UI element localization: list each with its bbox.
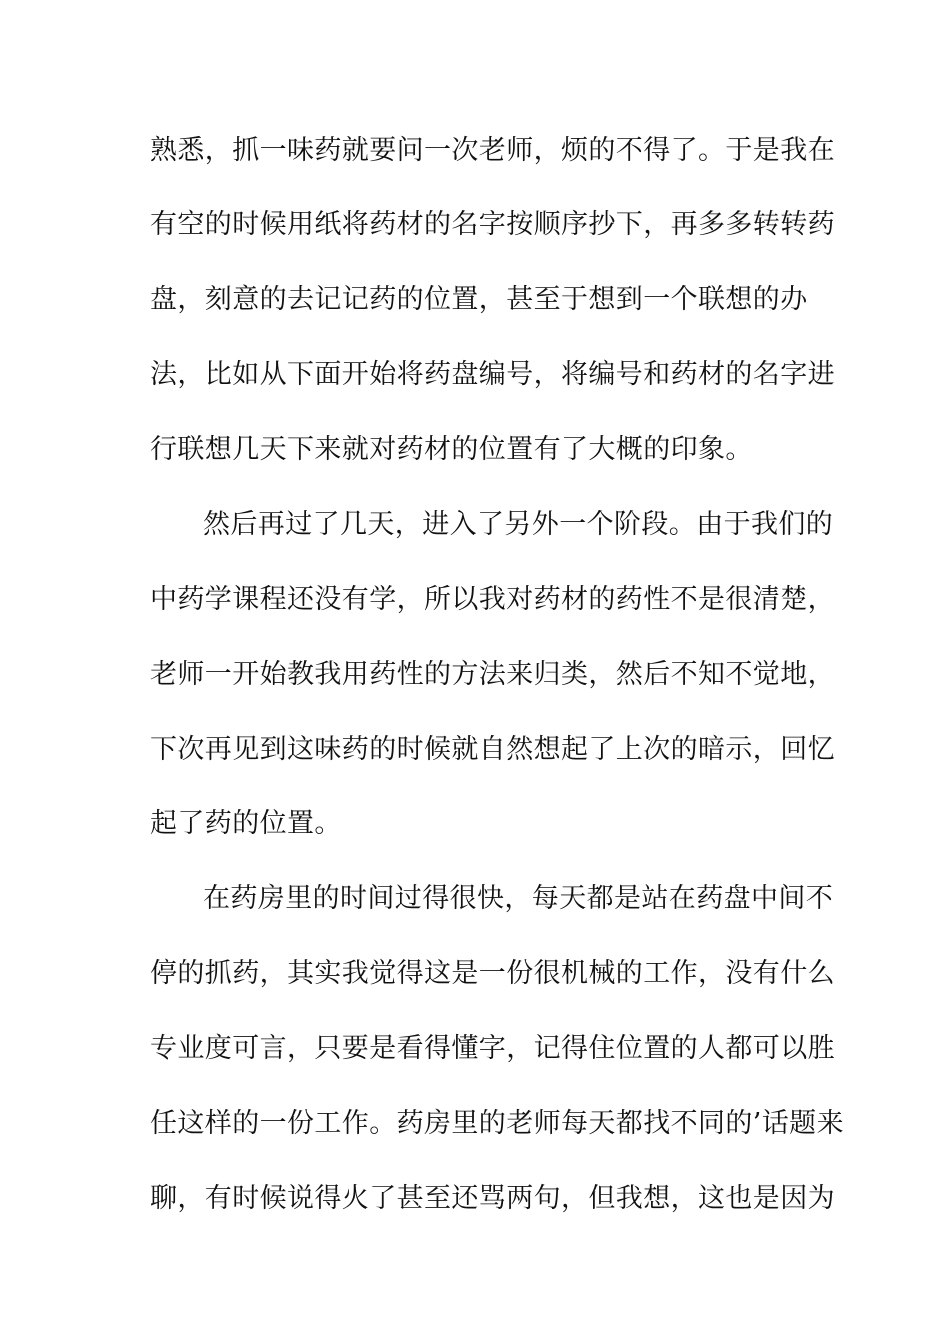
text-line: 任这样的一份工作。药房里的老师每天都找不同的’话题来 — [150, 1108, 844, 1139]
text-line: 法，比如从下面开始将药盘编号，将编号和药材的名字进 — [150, 359, 835, 390]
text-line: 聊，有时候说得火了甚至还骂两句，但我想，这也是因为 — [150, 1183, 835, 1214]
text-line: 行联想几天下来就对药材的位置有了大概的印象。 — [150, 434, 753, 465]
text-line: 老师一开始教我用药性的方法来归类，然后不知不觉地， — [150, 659, 835, 690]
text-line: 熟悉，抓一味药就要问一次老师，烦的不得了。于是我在 — [150, 135, 835, 166]
text-line: 有空的时候用纸将药材的名字按顺序抄下，再多多转转药 — [150, 209, 835, 240]
text-line: 专业度可言，只要是看得懂字，记得住位置的人都可以胜 — [150, 1033, 835, 1064]
text-line: 盘，刻意的去记记药的位置，甚至于想到一个联想的办 — [150, 284, 808, 315]
text-line: 中药学课程还没有学，所以我对药材的药性不是很清楚， — [150, 584, 835, 615]
text-line: 停的抓药，其实我觉得这是一份很机械的工作，没有什么 — [150, 958, 835, 989]
paragraph-first-line: 然后再过了几天，进入了另外一个阶段。由于我们的 — [203, 509, 834, 540]
text-line: 下次再见到这味药的时候就自然想起了上次的暗示，回忆 — [150, 734, 835, 765]
paragraph-first-line: 在药房里的时间过得很快，每天都是站在药盘中间不 — [203, 883, 834, 914]
text-line: 起了药的位置。 — [150, 808, 342, 839]
